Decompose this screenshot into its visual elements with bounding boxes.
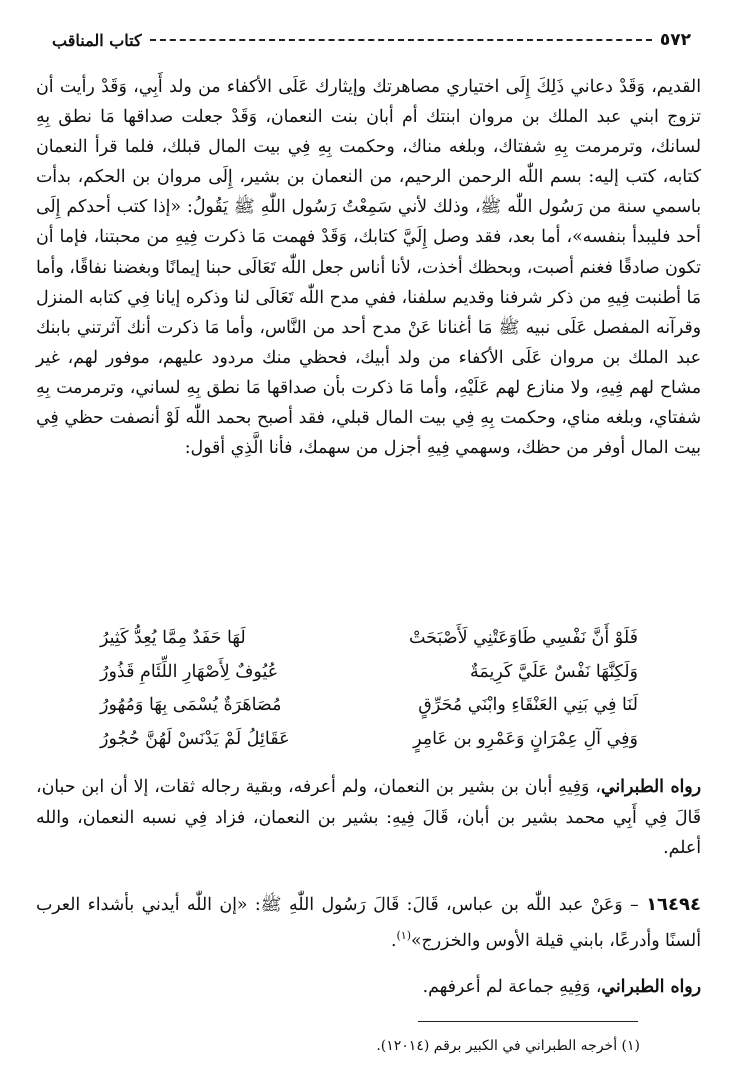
footnote: (١) أخرجه الطبراني في الكبير برقم (١٢٠١٤). <box>376 1038 640 1054</box>
verse <box>100 656 638 690</box>
narration-note-2 <box>36 972 701 1002</box>
narration-text: ، وَفِيهِ جماعة لم أعرفهم. <box>422 977 602 997</box>
hadith-number: ١٦٤٩٤ <box>646 894 701 915</box>
verse <box>100 723 638 757</box>
header-dashed-rule <box>150 39 652 41</box>
verse-second-hemistich: عَقَائِلُ لَمْ يَدْنَسْ لَهُنَّ حُجُورُ <box>100 728 290 749</box>
hadith-end: . <box>390 930 397 951</box>
verse <box>100 622 638 656</box>
verse-second-hemistich: عُيُوفٌ لِأَصْهَارِ اللِّئَامِ قَذُورُ <box>100 661 279 682</box>
narration-text: ، وَفِيهِ أبان بن بشير بن النعمان، ولم أعرفه، وبقية رجاله ثقات، إلا أن ابن حبان، قَالَ فِي أَبِي محمد بشير بن أبان، قَالَ فِيهِ: بشير بن النعمان، فزاد فِي نسبه النعمان، والله أعلم. <box>36 777 701 858</box>
verse-first-hemistich: وَفِي آلِ عِمْرَانٍ وَعَمْرِو بن عَامِرٍ <box>413 728 638 749</box>
footnote-separator <box>418 1021 638 1022</box>
hadith-entry <box>36 890 701 956</box>
main-text <box>36 72 701 463</box>
narrator-lead: رواه الطبراني <box>601 977 701 997</box>
narration-note <box>36 772 701 864</box>
verse-second-hemistich: مُصَاهَرَةٌ يُسْمَى بِهَا وَمُهُورُ <box>100 695 282 715</box>
page-number: ٥٧٢ <box>659 30 691 50</box>
book-title: كتاب المناقب <box>52 30 142 50</box>
verse-second-hemistich: لَهَا حَفَدٌ مِمَّا يُعِدُّ كَثِيرُ <box>100 628 246 648</box>
verse-first-hemistich: وَلَكِنَّهَا نَفْسٌ عَلَيَّ كَرِيمَةٌ <box>469 661 638 682</box>
footnote-ref[interactable]: (١) <box>396 928 411 942</box>
verse-first-hemistich: فَلَوْ أَنَّ نَفْسِي طَاوَعَتْنِي لَأَصْبَحَتْ <box>409 628 638 648</box>
narrator-lead: رواه الطبراني <box>600 777 701 797</box>
verse <box>100 689 638 723</box>
letter-paragraph: القديم، وَقَدْ دعاني ذَلِكَ إِلَى اختياري مصاهرتك وإيثارك عَلَى الأكفاء من ولد أَبِي، وَقَدْ رأيت أن تزوج ابني عبد الملك بن مروان ابنتك أم أبان بنت النعمان، وَقَدْ جعلت صداقها مَا نطق بِهِ لسانك، وترمرمت بِهِ شفتاك، وبلغه مناك، وحكمت بِهِ فِي بيت المال قبلك، فلما قرأ النعمان كتابه، كتب إليه: بسم اللّٰه الرحمن الرحيم، من النعمان بن بشير، إِلَى مروان بن الحكم، بدأت باسمي سنة من رَسُول اللّٰه ﷺ، وذلك لأني سَمِعْتُ رَسُول اللّٰهِ ﷺ يَقُولُ: «إذا كتب أحدكم إِلَى أحد فليبدأ بنفسه»، أما بعد، فقد وصل إِلَيَّ كتابك، وَقَدْ فهمت مَا ذكرت فِيهِ من محبتنا، فإما أن تكون صادقًا فغنم أصبت، وبحظك أخذت، لأنا أناس جعل اللّٰه تَعَالَى حبنا إيمانًا وبغضنا نفاقًا، وأما مَا أطنبت فِيهِ من ذكر شرفنا وقديم سلفنا، ففي مدح اللّٰه تَعَالَى لنا وذكره إيانا فِي كتابه المنزل وقرآنه المفصل عَلَى نبيه ﷺ مَا أغنانا عَنْ مدح أحد من النَّاس، وأما مَا ذكرت أنك آثرتني بابنك عبد الملك بن مروان عَلَى الأكفاء من ولد أبيك، فحظي منك مردود عليهم، موفور لهم، غير مشاح لهم فِيهِ، ولا منازع لهم عَلَيْهِ، وأما مَا ذكرت بأن صداقها مَا نطق بِهِ لساني، وترمرمت بِهِ شفتاي، وبلغه مناي، وحكمت بِهِ فِي بيت المال قبلي، فقد أصبح بحمد اللّٰه لَوْ أنصفت حظي فِي بيت المال أوفر من حظك، وسهمي فِيهِ أجزل من سهمك، فأنا الَّذِي أقول: <box>36 77 701 459</box>
hadith-dash: – <box>622 895 647 915</box>
running-header <box>52 26 691 54</box>
hadith-text: وَعَنْ عبد اللّٰه بن عباس، قَالَ: قَالَ رَسُول اللّٰهِ ﷺ: «إن اللّٰه أيدني بأشداء العرب ألسنًا وأدرعًا، بابني قيلة الأوس والخزرج» <box>36 895 701 951</box>
poem <box>100 622 638 756</box>
verse-first-hemistich: لَنَا فِي بَنِي العَنْقَاءِ وابْنَي مُحَرِّقٍ <box>418 695 638 715</box>
